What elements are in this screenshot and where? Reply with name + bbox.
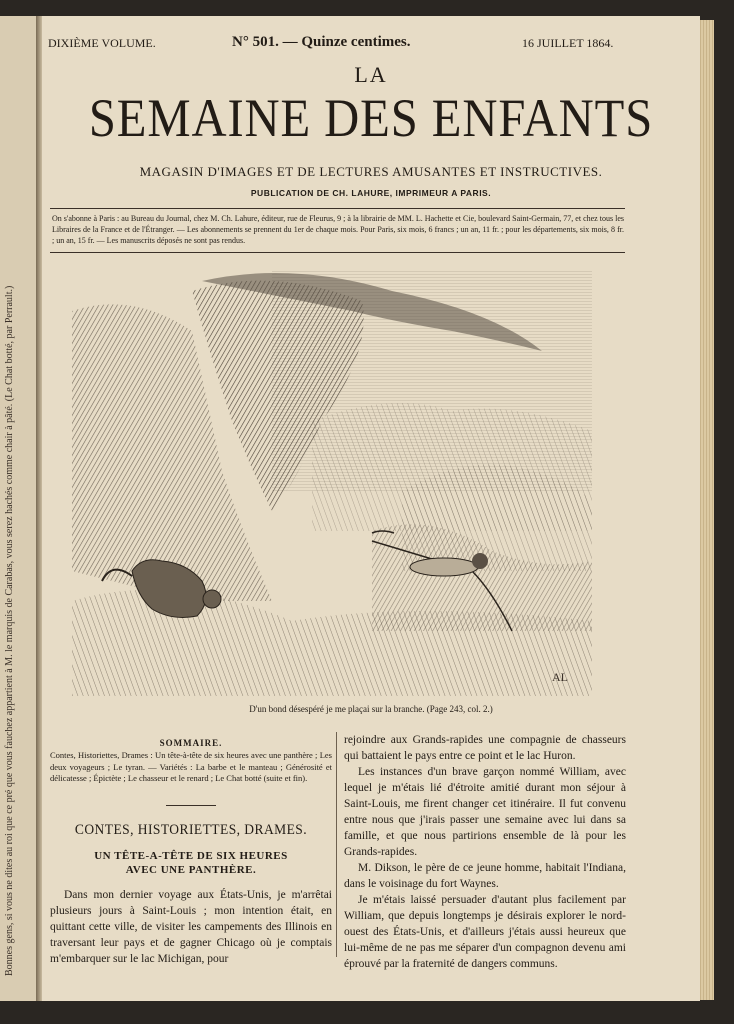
engraving-illustration bbox=[72, 271, 592, 696]
section-separator bbox=[166, 805, 216, 806]
paragraph: M. Dikson, le père de ce jeune homme, habitait l'Indiana, dans le voisinage du fort Waynes. bbox=[344, 862, 626, 890]
paragraph: Je m'étais laissé persuader d'autant plus facilement par William, que depuis longtemps je désirais explorer le nord-ouest des États-Unis, et d'ailleurs j'étais aussi heureux que lui-même de ne pas me séparer d'un compagnon devenu ami éprouvé par la fraternité de dangers communs. bbox=[344, 894, 626, 970]
paragraph: rejoindre aux Grands-rapides une compagnie de chasseurs qui battaient le pays entre ce point et le lac Huron. bbox=[344, 734, 626, 762]
masthead-title: SEMAINE DES ENFANTS bbox=[88, 88, 654, 148]
bottom-rule bbox=[50, 252, 625, 253]
facing-page-edge bbox=[0, 16, 37, 1001]
masthead-subtitle: MAGASIN D'IMAGES ET DE LECTURES AMUSANTES ET INSTRUCTIVES. bbox=[139, 164, 603, 179]
column-divider bbox=[336, 732, 337, 957]
issue-number: N° 501. — Quinze centimes. bbox=[232, 34, 411, 50]
right-column bbox=[344, 732, 626, 972]
section-heading: CONTES, HISTORIETTES, DRAMES. bbox=[74, 821, 308, 838]
sommaire-heading: SOMMAIRE. bbox=[159, 738, 223, 748]
story-title bbox=[50, 849, 332, 877]
issue-date: 16 JUILLET 1864. bbox=[522, 36, 614, 50]
left-column bbox=[50, 732, 332, 967]
sommaire-text: Contes, Historiettes, Drames : Un tête-à-tête de six heures avec une panthère ; Les deux voyageurs ; Le tyran. — Variétés : La barbe et le manteau ; Générosité et délicatesse ; Épictète ; Le chasseur et le renard ; Le Chat botté (suite et fin). bbox=[50, 750, 332, 783]
engraving-drawing bbox=[72, 271, 592, 696]
masthead-article: LA bbox=[354, 62, 388, 87]
newspaper-page bbox=[42, 16, 700, 1001]
header-line bbox=[42, 34, 700, 54]
artist-signature: AL bbox=[552, 670, 568, 684]
top-rule bbox=[50, 208, 625, 209]
spine-text: Bonnes gens, si vous ne dites au roi que ce pré que vous fauchez appartient à M. le marquis de Carabas, vous serez hachés comme chair à pâté. (Le Chat botté, par Perrault.) bbox=[4, 285, 15, 976]
page-stack-edge bbox=[700, 20, 714, 1000]
volume-label: DIXIÈME VOLUME. bbox=[48, 36, 156, 50]
illustration-caption: D'un bond désespéré je me plaçai sur la branche. (Page 243, col. 2.) bbox=[249, 704, 493, 714]
paragraph: Les instances d'un brave garçon nommé William, avec lequel je m'étais lié d'étroite amitié durant mon séjour à Saint-Louis, me firent changer cet itinéraire. Il fut convenu entre nous que j'irais passer une semaine avec lui dans sa famille, et que nous partirions ensemble de là pour les Grands-rapides. bbox=[344, 766, 626, 858]
story-title-line-2: AVEC UNE PANTHÈRE. bbox=[125, 863, 257, 876]
subscription-notice: On s'abonne à Paris : au Bureau du Journal, chez M. Ch. Lahure, éditeur, rue de Fleurus, 9 ; à la librairie de MM. L. Hachette et Cie, boulevard Saint-Germain, 77, et chez tous les Libraires de la France et de l'Étranger. — Les abonnements se prennent du 1er de chaque mois. Pour Paris, six mois, 6 francs ; un an, 11 fr. ; pour les départements, six mois, 8 fr. ; un an, 15 fr. — Les manuscrits déposés ne sont pas rendus. bbox=[52, 214, 624, 245]
publisher-line: PUBLICATION DE CH. LAHURE, IMPRIMEUR A PARIS. bbox=[250, 188, 492, 198]
story-paragraph: Dans mon dernier voyage aux États-Unis, je m'arrêtai plusieurs jours à Saint-Louis ; mon intention était, en quittant cette ville, de visiter les campements des Illinois en traversant leur pays et de gagner Chicago où je comptais m'embarquer sur le lac Michigan, pour bbox=[50, 888, 332, 965]
story-title-line-1: UN TÊTE-A-TÊTE DE SIX HEURES bbox=[94, 849, 288, 862]
